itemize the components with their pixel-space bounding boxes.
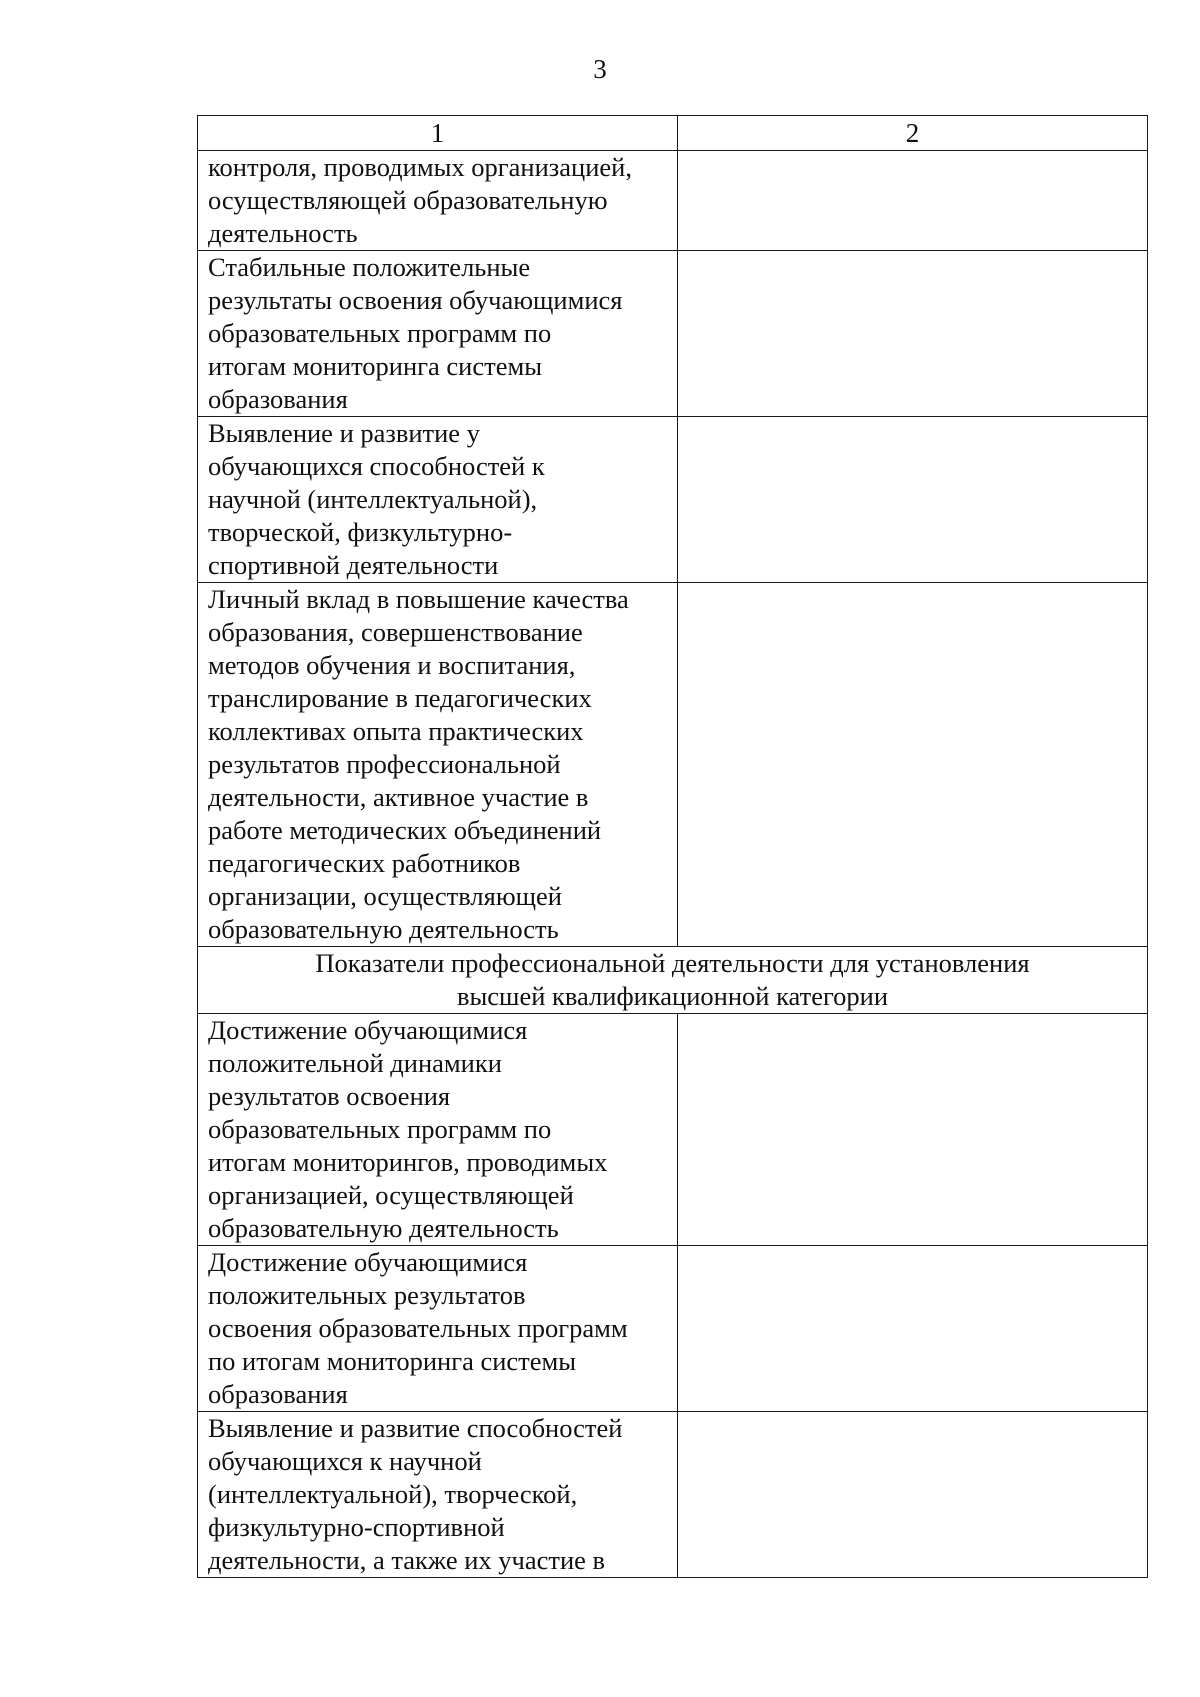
criterion-cell [198,583,678,947]
criterion-text: Достижение обучающимися положительной динамики результатов освоения образовательных программ по итогам мониторингов, проводимых организацией, осуществляющей образовательную деятельность [208,1015,608,1243]
column-header-2: 2 [678,116,1148,151]
criterion-text: Стабильные положительные результаты освоения обучающимися образовательных программ по итогам мониторинга системы образования [208,252,623,414]
value-cell [678,1014,1148,1246]
table-row [198,251,1148,417]
value-cell [678,1246,1148,1412]
value-cell [678,251,1148,417]
section-heading-text: Показатели профессиональной деятельности для установления высшей квалификационной категории [315,948,1030,1011]
section-heading [198,947,1148,1014]
table-row [198,1246,1148,1412]
table-row [198,1412,1148,1578]
criterion-text: Достижение обучающимися положительных результатов освоения образовательных программ по итогам мониторинга системы образования [208,1247,628,1409]
table-header-row [198,116,1148,151]
table-row [198,151,1148,251]
value-cell [678,583,1148,947]
table-row [198,583,1148,947]
table-row [198,417,1148,583]
criterion-text: контроля, проводимых организацией, осуществляющей образовательную деятельность [208,152,632,248]
table-row [198,1014,1148,1246]
column-header-1: 1 [198,116,678,151]
criterion-cell [198,251,678,417]
section-heading-row [198,947,1148,1014]
value-cell [678,151,1148,251]
value-cell [678,1412,1148,1578]
criterion-cell [198,1014,678,1246]
criterion-cell [198,417,678,583]
criterion-text: Выявление и развитие способностей обучающихся к научной (интеллектуальной), творческой, физкультурно-спортивной деятельности, а также их участие в [208,1413,623,1575]
criterion-cell [198,151,678,251]
criterion-cell [198,1412,678,1578]
page-number: 3 [593,54,607,84]
criterion-text: Выявление и развитие у обучающихся способностей к научной (интеллектуальной), творческой, физкультурно- спортивной деятельности [208,418,545,580]
criteria-table [197,115,1148,1578]
criterion-text: Личный вклад в повышение качества образования, совершенствование методов обучения и воспитания, транслирование в педагогических коллективах опыта практических результатов профессиональной деятельности, активное участие в работе методических объединений педагогических работников организации, осуществляющей образовательную деятельность [208,584,629,944]
value-cell [678,417,1148,583]
criterion-cell [198,1246,678,1412]
